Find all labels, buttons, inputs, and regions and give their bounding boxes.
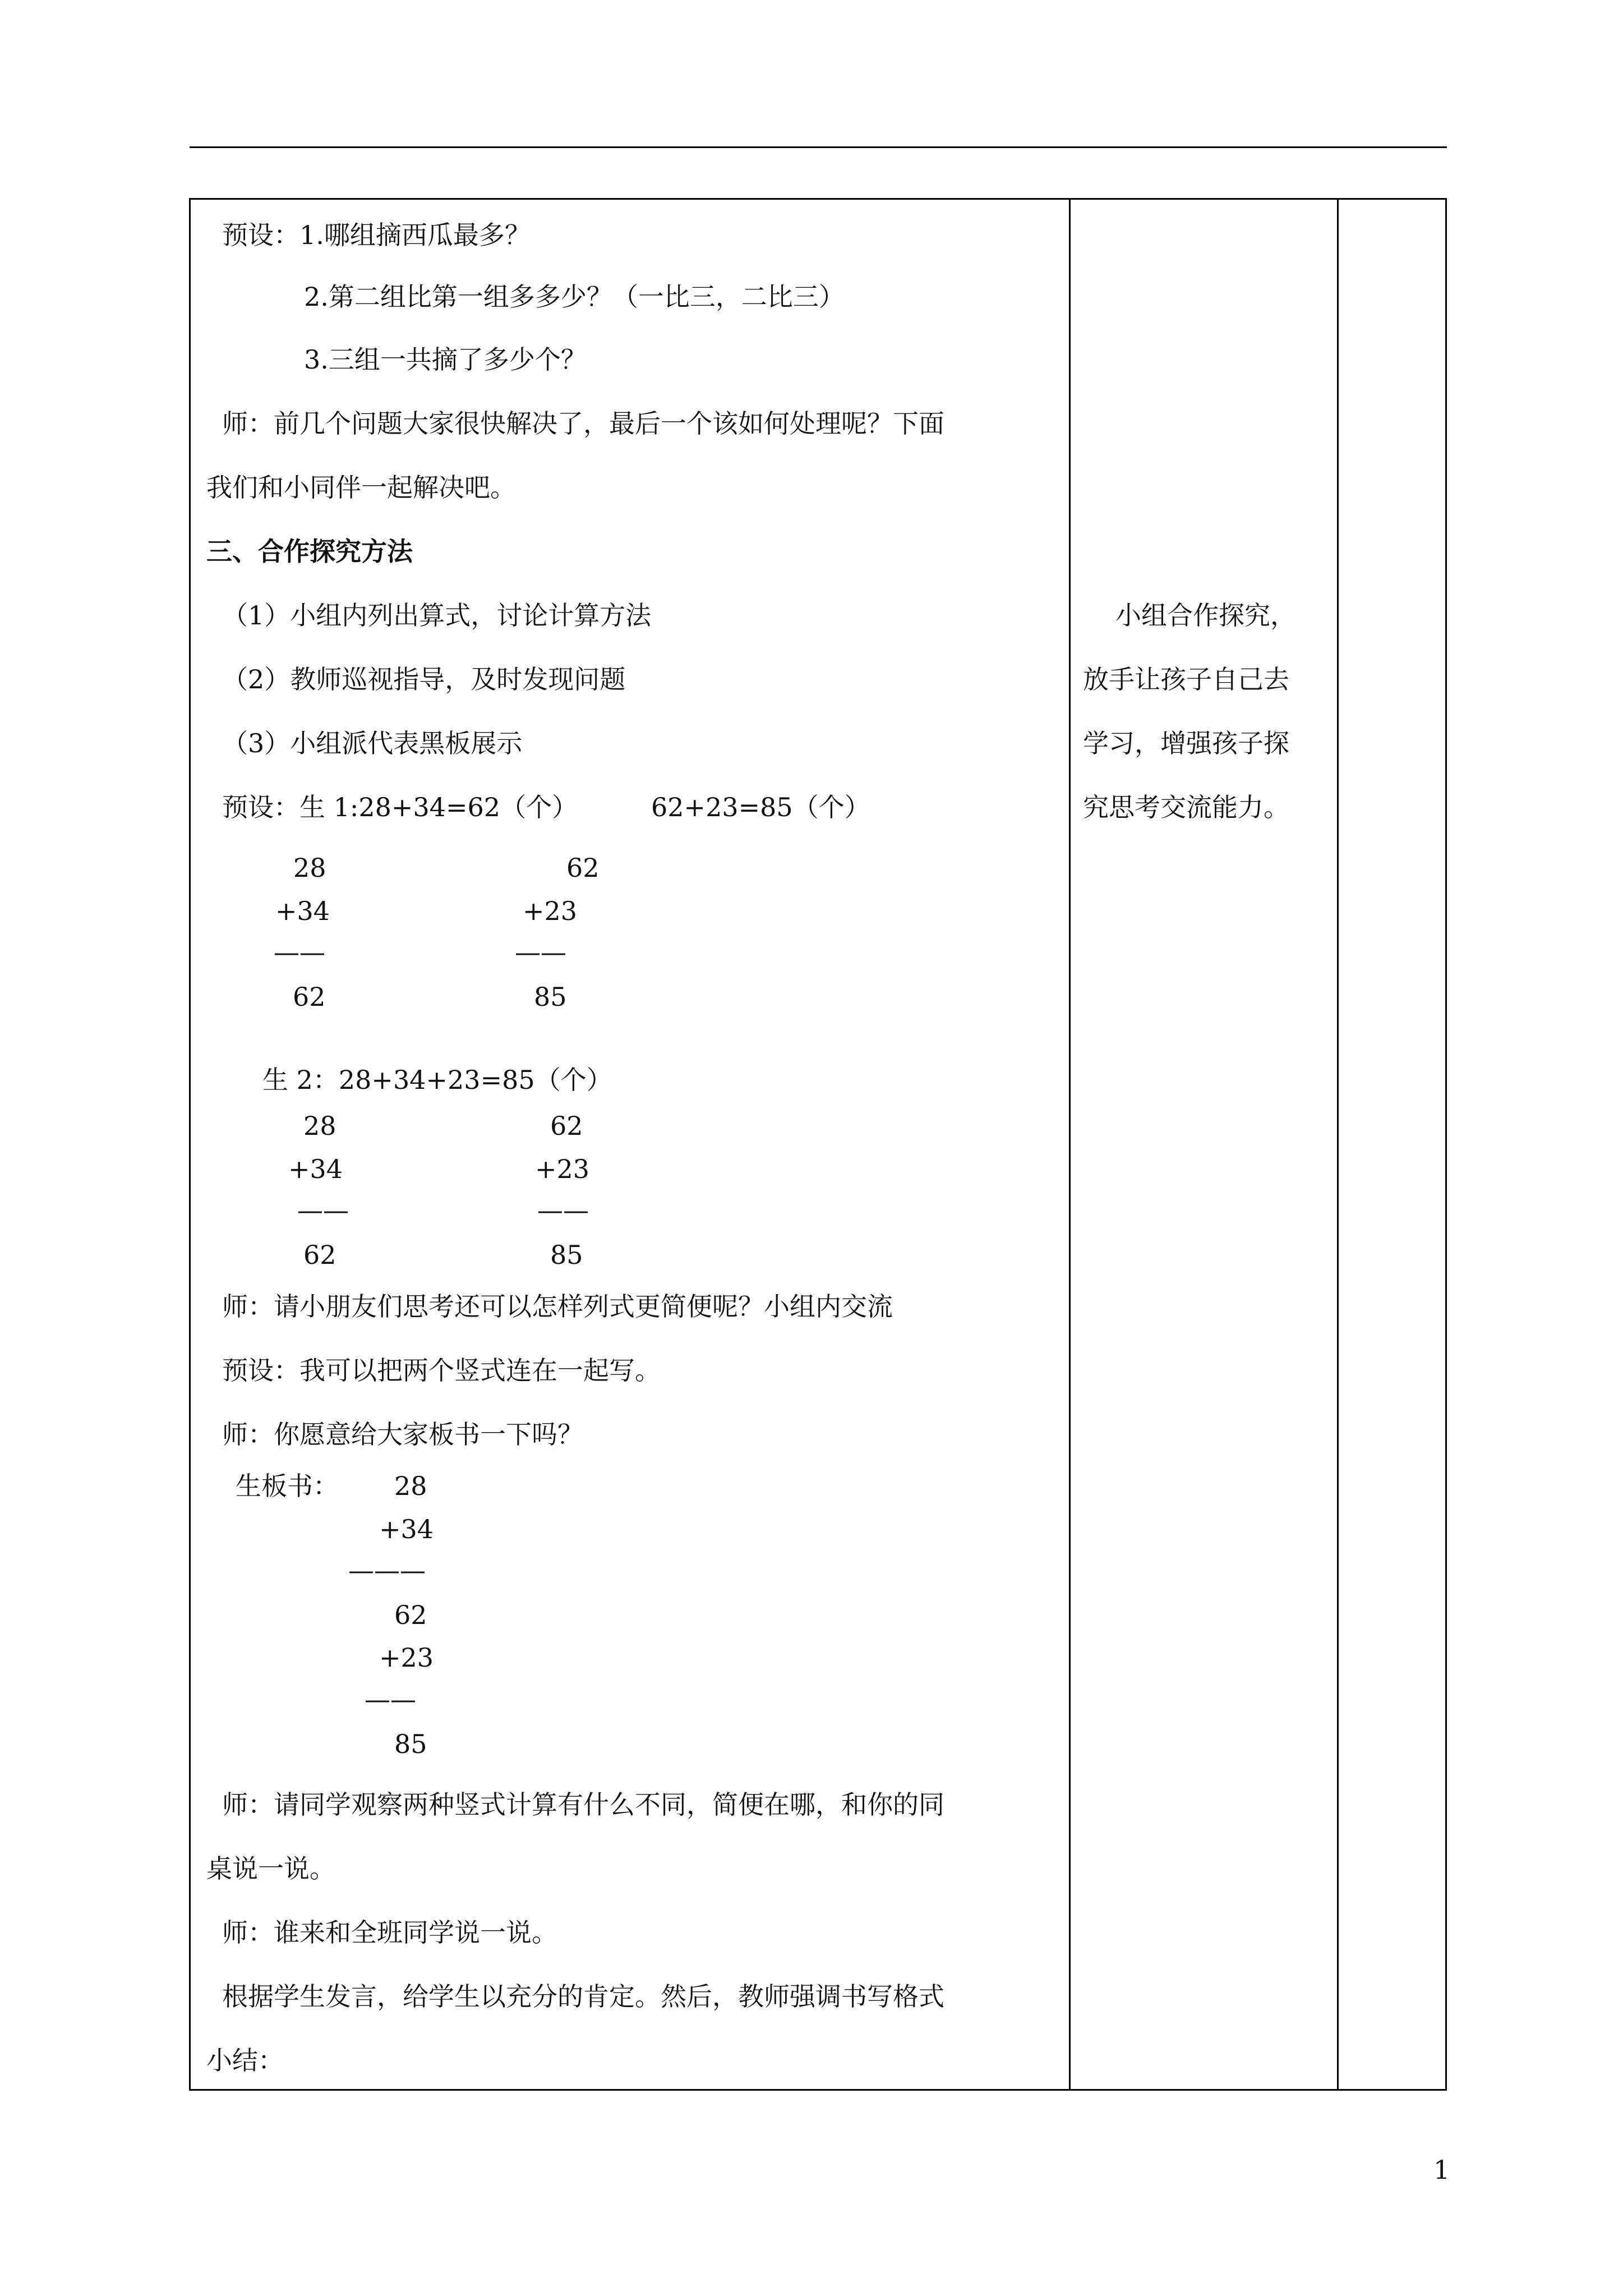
vertical-calc-line: ——: [297, 1195, 349, 1225]
vertical-calc-digit: 28: [394, 1471, 427, 1501]
text-line: 师：谁来和全班同学说一说。: [222, 1917, 557, 1948]
text-line: （2）教师巡视指导，及时发现问题: [222, 664, 626, 694]
vertical-calc-digit: +34: [379, 1514, 434, 1544]
text-line: 生 2：28+34+23=85（个）: [262, 1065, 612, 1095]
teaching-process-cell: [191, 200, 1069, 2089]
vertical-calc-digit: 62: [303, 1240, 336, 1270]
vertical-calc-digit: +23: [535, 1154, 590, 1184]
section-heading: 三、合作探究方法: [206, 536, 413, 567]
note-line: 小组合作探究，: [1115, 600, 1296, 631]
text-line: 3.三组一共摘了多少个？: [304, 344, 587, 375]
vertical-calc-digit: 28: [303, 1111, 336, 1141]
text-line: 预设：1.哪组摘西瓜最多？: [222, 220, 531, 250]
text-line: 2.第二组比第一组多多少？（一比三，二比三）: [304, 282, 845, 312]
text-line: 师：前几个问题大家很快解决了，最后一个该如何处理呢？下面: [222, 408, 944, 439]
vertical-calc-digit: +34: [275, 896, 330, 926]
text-line: （3）小组派代表黑板展示: [222, 728, 523, 758]
vertical-calc-line: ——: [537, 1195, 589, 1225]
text-line: 62+23=85（个）: [651, 792, 870, 822]
column-divider: [1337, 200, 1339, 2089]
design-intent-cell: [1071, 200, 1337, 2089]
text-line: 桌说一说。: [206, 1853, 335, 1884]
vertical-calc-digit: +23: [379, 1642, 434, 1673]
text-line: 师：请同学观察两种竖式计算有什么不同，简便在哪，和你的同: [222, 1789, 944, 1820]
text-line: （1）小组内列出算式，讨论计算方法: [222, 600, 652, 631]
text-line: 小结：: [206, 2045, 284, 2076]
vertical-calc-line: ——: [515, 937, 566, 967]
text-line: 师：你愿意给大家板书一下吗？: [222, 1419, 583, 1450]
text-line: 生板书：: [236, 1471, 339, 1501]
note-line: 学习，增强孩子探: [1083, 728, 1289, 758]
vertical-calc-digit: 85: [534, 982, 567, 1012]
vertical-calc-digit: 62: [566, 853, 600, 883]
vertical-calc-digit: 62: [394, 1600, 427, 1630]
vertical-calc-digit: +23: [523, 896, 578, 926]
text-line: 根据学生发言，给学生以充分的肯定。然后，教师强调书写格式: [222, 1981, 944, 2012]
vertical-calc-digit: +34: [288, 1154, 343, 1184]
vertical-calc-digit: 85: [394, 1729, 427, 1759]
page-number: 1: [1433, 2155, 1450, 2185]
text-line: 预设：我可以把两个竖式连在一起写。: [222, 1355, 661, 1386]
note-line: 放手让孩子自己去: [1083, 664, 1289, 694]
text-line: 我们和小同伴一起解决吧。: [206, 472, 516, 503]
note-line: 究思考交流能力。: [1083, 792, 1289, 822]
text-line: 师：请小朋友们思考还可以怎样列式更简便呢？小组内交流: [222, 1291, 893, 1322]
vertical-calc-digit: 62: [293, 982, 326, 1012]
vertical-calc-line: ——: [274, 937, 325, 967]
header-rule: [190, 146, 1447, 148]
vertical-calc-line: ———: [348, 1555, 426, 1585]
lesson-table: [189, 198, 1447, 2091]
vertical-calc-digit: 85: [550, 1240, 583, 1270]
vertical-calc-digit: 28: [293, 853, 326, 883]
text-line: 预设：生 1:28+34=62（个）: [222, 792, 578, 822]
vertical-calc-line: ——: [365, 1684, 416, 1714]
vertical-calc-digit: 62: [550, 1111, 583, 1141]
